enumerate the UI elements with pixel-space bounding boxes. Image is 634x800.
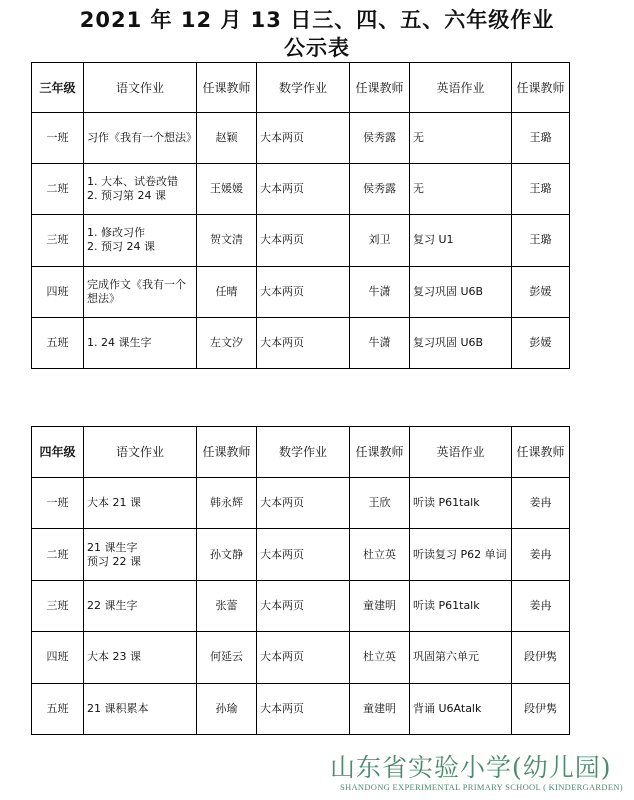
math-teacher: 侯秀露	[350, 113, 410, 164]
english-teacher: 王璐	[512, 164, 570, 215]
table-row	[32, 266, 570, 317]
math-teacher: 侯秀露	[350, 164, 410, 215]
math-teacher: 刘卫	[350, 215, 410, 266]
chinese-homework	[84, 580, 197, 631]
math-teacher: 牛潇	[350, 317, 410, 368]
class-name: 一班	[32, 478, 84, 529]
english-teacher: 姜冉	[512, 529, 570, 580]
header-chinese-homework: 语文作业	[84, 427, 197, 478]
english-homework: 复习巩固 U6B	[410, 266, 512, 317]
math-homework: 大本两页	[257, 215, 350, 266]
math-teacher: 童建明	[350, 580, 410, 631]
header-english-homework: 英语作业	[410, 63, 512, 113]
chinese-homework	[84, 478, 197, 529]
header-chinese-homework: 语文作业	[84, 63, 197, 113]
chinese-homework	[84, 317, 197, 368]
chinese-homework-line: 完成作文《我有一个	[87, 277, 186, 291]
chinese-homework-line: 2. 预习 24 课	[87, 240, 155, 254]
chinese-teacher: 何延云	[197, 632, 257, 683]
math-homework: 大本两页	[257, 632, 350, 683]
chinese-teacher: 韩永辉	[197, 478, 257, 529]
chinese-homework-line: 22 课生字	[87, 598, 138, 612]
chinese-homework-line: 21 课生字	[87, 540, 138, 554]
chinese-homework	[84, 164, 197, 215]
math-teacher: 杜立英	[350, 529, 410, 580]
math-homework: 大本两页	[257, 164, 350, 215]
chinese-homework	[84, 266, 197, 317]
table-row	[32, 317, 570, 368]
chinese-homework-line: 2. 预习第 24 课	[87, 189, 166, 203]
class-name: 一班	[32, 113, 84, 164]
chinese-teacher: 孙文静	[197, 529, 257, 580]
chinese-homework	[84, 113, 197, 164]
chinese-teacher: 张蕾	[197, 580, 257, 631]
english-homework: 听读 P61talk	[410, 580, 512, 631]
chinese-homework-line: 1. 大本、试卷改错	[87, 175, 178, 189]
english-homework: 无	[410, 164, 512, 215]
english-teacher: 王璐	[512, 113, 570, 164]
chinese-teacher: 孙瑜	[197, 683, 257, 734]
chinese-teacher: 贺文清	[197, 215, 257, 266]
class-name: 三班	[32, 215, 84, 266]
chinese-homework	[84, 215, 197, 266]
chinese-teacher: 赵颖	[197, 113, 257, 164]
chinese-homework-line: 想法》	[87, 291, 120, 305]
grade-label: 四年级	[32, 427, 84, 478]
chinese-teacher: 王媛媛	[197, 164, 257, 215]
english-homework: 背诵 U6Atalk	[410, 683, 512, 734]
chinese-homework	[84, 632, 197, 683]
header-english-teacher: 任课教师	[512, 63, 570, 113]
math-teacher: 杜立英	[350, 632, 410, 683]
chinese-homework-line: 预习 22 课	[87, 554, 141, 568]
chinese-homework-line: 1. 24 课生字	[87, 335, 152, 349]
english-homework: 听读 P61talk	[410, 478, 512, 529]
table-row	[32, 478, 570, 529]
header-english-homework: 英语作业	[410, 427, 512, 478]
page-subtitle: 公示表	[284, 36, 350, 60]
math-homework: 大本两页	[257, 529, 350, 580]
chinese-teacher: 左文汐	[197, 317, 257, 368]
header-english-teacher: 任课教师	[512, 427, 570, 478]
english-homework: 无	[410, 113, 512, 164]
chinese-homework-line: 大本 21 课	[87, 496, 141, 510]
class-name: 四班	[32, 266, 84, 317]
header-row	[32, 63, 570, 113]
english-homework: 听读复习 P62 单词	[410, 529, 512, 580]
table-row	[32, 529, 570, 580]
header-chinese-teacher: 任课教师	[197, 63, 257, 113]
school-logo-watermark	[330, 748, 630, 792]
english-teacher: 王璐	[512, 215, 570, 266]
header-math-homework: 数学作业	[257, 63, 350, 113]
math-homework: 大本两页	[257, 683, 350, 734]
math-homework: 大本两页	[257, 113, 350, 164]
header-chinese-teacher: 任课教师	[197, 427, 257, 478]
table-row	[32, 113, 570, 164]
class-name: 五班	[32, 683, 84, 734]
english-teacher: 彭媛	[512, 317, 570, 368]
class-name: 二班	[32, 164, 84, 215]
math-homework: 大本两页	[257, 266, 350, 317]
class-name: 四班	[32, 632, 84, 683]
page-title: 2021 年 12 月 13 日三、四、五、六年级作业	[79, 8, 555, 32]
class-name: 三班	[32, 580, 84, 631]
english-teacher: 段伊隽	[512, 683, 570, 734]
header-math-teacher: 任课教师	[350, 427, 410, 478]
english-teacher: 段伊隽	[512, 632, 570, 683]
chinese-homework	[84, 683, 197, 734]
class-name: 二班	[32, 529, 84, 580]
table-row	[32, 215, 570, 266]
school-name-en: SHANDONG EXPERIMENTAL PRIMARY SCHOOL ( KINDERGARDEN)	[340, 782, 623, 792]
chinese-homework-line: 21 课积累本	[87, 701, 149, 715]
grade-label: 三年级	[32, 63, 84, 113]
table-row	[32, 164, 570, 215]
english-teacher: 彭媛	[512, 266, 570, 317]
english-teacher: 姜冉	[512, 580, 570, 631]
chinese-homework-line: 大本 23 课	[87, 650, 141, 664]
english-homework: 巩固第六单元	[410, 632, 512, 683]
header-math-teacher: 任课教师	[350, 63, 410, 113]
school-name-cn: 山东省实验小学(幼儿园)	[330, 753, 612, 782]
table-row	[32, 683, 570, 734]
table-row	[32, 632, 570, 683]
math-homework: 大本两页	[257, 580, 350, 631]
chinese-homework	[84, 529, 197, 580]
table-row	[32, 580, 570, 631]
english-homework: 复习巩固 U6B	[410, 317, 512, 368]
grade4-homework-table	[31, 426, 570, 735]
chinese-homework-line: 1. 修改习作	[87, 226, 145, 240]
math-teacher: 牛潇	[350, 266, 410, 317]
english-homework: 复习 U1	[410, 215, 512, 266]
class-name: 五班	[32, 317, 84, 368]
math-homework: 大本两页	[257, 317, 350, 368]
header-math-homework: 数学作业	[257, 427, 350, 478]
math-homework: 大本两页	[257, 478, 350, 529]
chinese-teacher: 任晴	[197, 266, 257, 317]
grade3-homework-table	[31, 62, 570, 369]
math-teacher: 王欣	[350, 478, 410, 529]
math-teacher: 童建明	[350, 683, 410, 734]
header-row	[32, 427, 570, 478]
english-teacher: 姜冉	[512, 478, 570, 529]
chinese-homework-line: 习作《我有一个想法》	[87, 131, 197, 145]
